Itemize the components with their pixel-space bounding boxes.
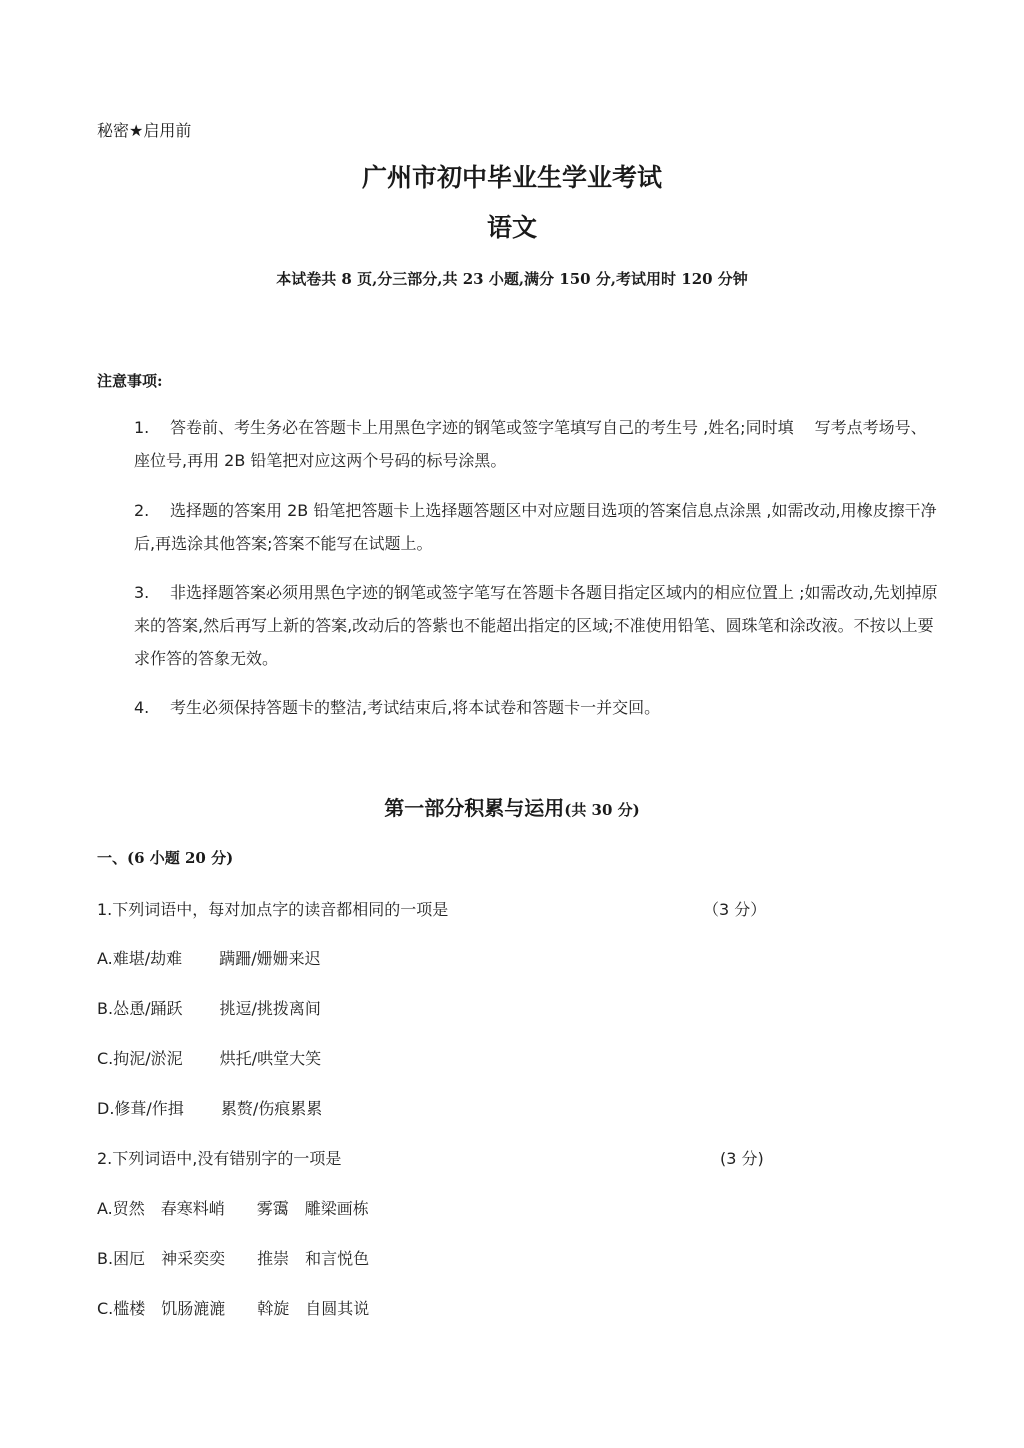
exam-info: 本试卷共 8 页,分三部分,共 23 小题,满分 150 分,考试用时 120 分钟 <box>276 270 748 288</box>
notice-item <box>134 411 940 477</box>
notice-item-text: 非选择题答案必须用黑色字迹的钢笔或签字笔写在答题卡各题目指定区域内的相应位置上 ;如需改动,先划掉原来的答案,然后再写上新的答案,改动后的答紫也不能超出指定的区域;不准使用铅笔、圆珠笔和涂改液。不按以上要求作答的答象无效。 <box>134 583 938 668</box>
option-b: B.怂恿/踊跃 挑逗/挑拨离间 <box>97 999 321 1018</box>
option-a: A.贸然 春寒料峭 雾霭 雕梁画栋 <box>97 1199 369 1218</box>
notice-item-text: 选择题的答案用 2B 铅笔把答题卡上选择题答题区中对应题目选项的答案信息点涂黑 ,如需改动,用橡皮擦干净后,再选涂其他答案;答案不能写在试题上。 <box>134 501 937 553</box>
option-c: C.槛楼 饥肠漉漉 斡旋 自圆其说 <box>97 1299 370 1318</box>
question-points: （3 分） <box>703 900 767 919</box>
option-c: C.拘泥/淤泥 烘托/哄堂大笑 <box>97 1049 322 1068</box>
part-title: 第一部分积累与运用 <box>384 796 565 820</box>
notice-item-number: 3. <box>134 583 150 602</box>
part-heading <box>0 792 1024 821</box>
question-2 <box>97 1146 797 1169</box>
option-a: A.难堪/劫难 蹒跚/姗姗来迟 <box>97 949 321 968</box>
option-d: D.修葺/作揖 累赘/伤痕累累 <box>97 1099 323 1118</box>
option-b: B.困厄 神采奕奕 推崇 和言悦色 <box>97 1249 370 1268</box>
notice-heading: 注意事项: <box>97 372 163 390</box>
secret-mark: 秘密★启用前 <box>97 121 192 140</box>
notice-item-text: 考生必须保持答题卡的整洁,考试结束后,将本试卷和答题卡一并交回。 <box>170 698 661 717</box>
notice-item-number: 1. <box>134 418 150 437</box>
notice-item-number: 4. <box>134 698 150 717</box>
exam-title: 广州市初中毕业生学业考试 <box>361 163 662 192</box>
notice-item <box>134 576 940 675</box>
section-heading: 一、(6 小题 20 分) <box>97 849 234 867</box>
question-text: 1.下列词语中，每对加点字的读音都相同的一项是 <box>97 900 449 919</box>
exam-subject: 语文 <box>486 213 537 242</box>
question-points: (3 分) <box>720 1149 764 1168</box>
notice-item <box>134 691 940 724</box>
notice-item <box>134 494 940 560</box>
question-text: 2.下列词语中,没有错别字的一项是 <box>97 1149 342 1168</box>
notice-item-text: 答卷前、考生务必在答题卡上用黑色字迹的钢笔或签字笔填写自己的考生号 ,姓名;同时填 写考点考场号、座位号,再用 2B 铅笔把对应这两个号码的标号涂黑。 <box>134 418 927 470</box>
question-1 <box>97 897 797 920</box>
notice-item-number: 2. <box>134 501 150 520</box>
part-score: (共 30 分) <box>564 801 640 819</box>
